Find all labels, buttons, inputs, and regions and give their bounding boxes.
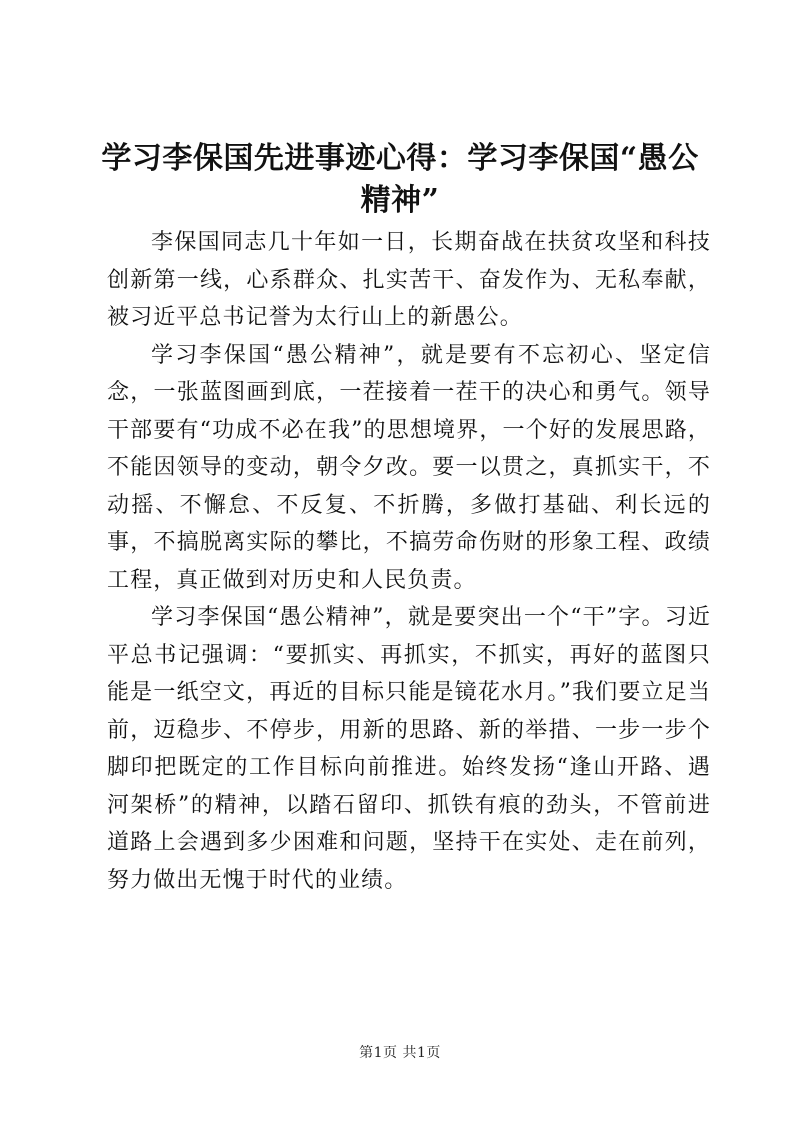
paragraph-2: 学习李保国“愚公精神”，就是要有不忘初心、坚定信念，一张蓝图画到底，一茬接着一茬干的决心和勇气。领导干部要有“功成不必在我”的思想境界，一个好的发展思路，不能因领导的变动，朝令夕改。要一以贯之，真抓实干，不动摇、不懈怠、不反复、不折腾，多做打基础、利长远的事，不搞脱离实际的攀比，不搞劳命伤财的形象工程、政绩工程，真正做到对历史和人民负责。 bbox=[107, 342, 711, 593]
paragraph-3: 学习李保国“愚公精神”，就是要突出一个“干”字。习近平总书记强调：“要抓实、再抓实，不抓实，再好的蓝图只能是一纸空文，再近的目标只能是镜花水月。”我们要立足当前，迈稳步、不停步，用新的思路、新的举措、一步一步个脚印把既定的工作目标向前推进。始终发扬“逢山开路、遇河架桥”的精神，以踏石留印、抓铁有痕的劲头，不管前进道路上会遇到多少困难和问题，坚持干在实处、走在前列，努力做出无愧于时代的业绩。 bbox=[107, 605, 711, 893]
paragraph-1: 李保国同志几十年如一日，长期奋战在扶贫攻坚和科技创新第一线，心系群众、扎实苦干、奋发作为、无私奉献，被习近平总书记誉为太行山上的新愚公。 bbox=[107, 230, 711, 330]
page-footer: 第1页 共1页 bbox=[359, 1045, 441, 1061]
document-title: 学习李保国先进事迹心得：学习李保国“愚公精神” bbox=[101, 141, 699, 218]
document-body bbox=[107, 224, 711, 899]
